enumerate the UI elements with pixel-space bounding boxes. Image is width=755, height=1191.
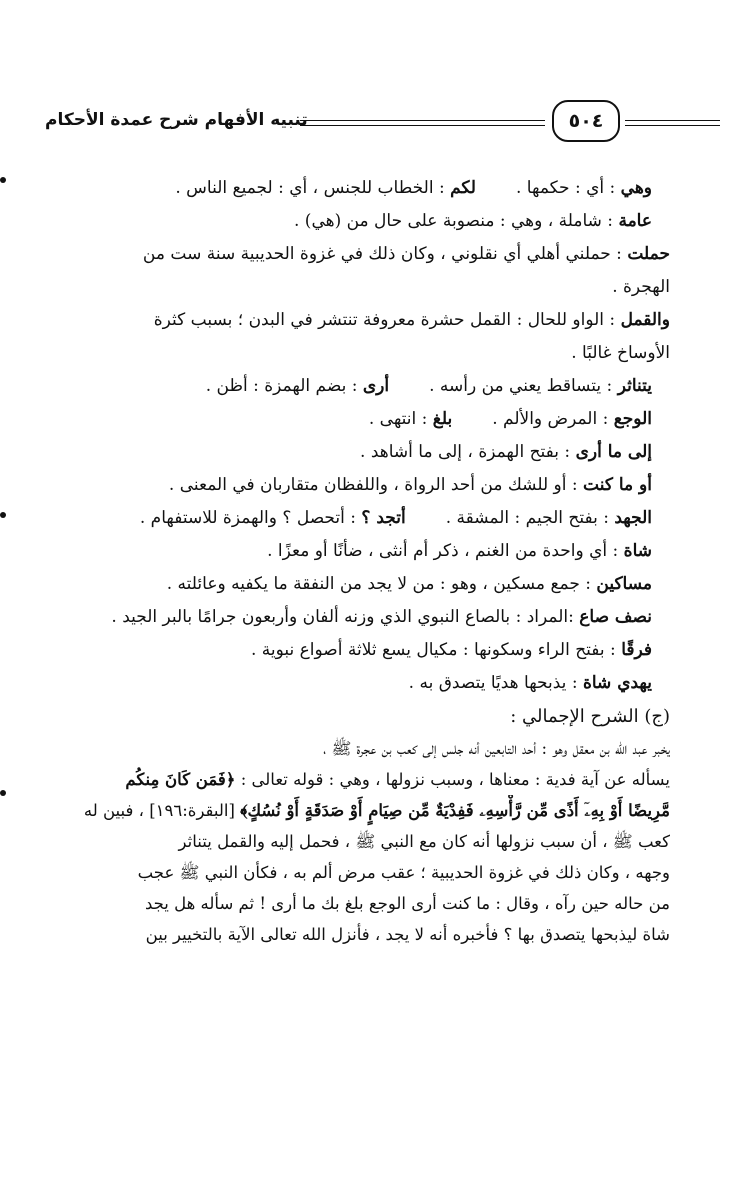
glossary-definition: : أتحصل ؟ والهمزة للاستفهام .	[139, 508, 356, 528]
glossary-line	[45, 271, 670, 304]
glossary-definition: : يتساقط يعني من رأسه .	[429, 376, 613, 396]
glossary-term: شاة	[623, 541, 652, 561]
header-rule-right	[625, 120, 720, 126]
glossary-definition: : جمع مسكين ، وهو : من لا يجد من النفقة ما يكفيه وعائلته .	[166, 574, 591, 594]
page-header	[35, 100, 725, 150]
glossary-definition: :المراد : بالصاع النبوي الذي وزنه ألفان وأربعون جرامًا بالبر الجيد .	[111, 607, 574, 627]
paragraph-line: كعب ﷺ ، أن سبب نزولها أنه كان مع النبي ﷺ ، فحمل إليه والقمل يتناثر	[178, 832, 670, 851]
glossary-line	[45, 205, 670, 238]
page-content	[45, 172, 670, 950]
glossary-term: الوجع	[613, 409, 652, 429]
glossary-definition: الهجرة .	[612, 277, 670, 297]
glossary-definition: : انتهى .	[368, 409, 428, 429]
glossary-line	[45, 403, 670, 436]
glossary-line	[45, 337, 670, 370]
glossary-definition: : بفتح الراء وسكونها : مكيال يسع ثلاثة أصواع نبوية .	[250, 640, 616, 660]
glossary-term: أرى	[362, 376, 390, 396]
glossary-term: يهدي شاة	[582, 673, 652, 693]
glossary-line	[45, 370, 670, 403]
page-number: ٥٠٤	[552, 100, 620, 142]
paragraph-line: من حاله حين رآه ، وقال : ما كنت أرى الوجع بلغ بك ما أرى ! ثم سأله هل يجد	[144, 894, 670, 913]
glossary-term: بلغ	[432, 409, 453, 429]
glossary-definition: : أي : حكمها .	[516, 178, 616, 198]
glossary-definition: : الواو للحال : القمل حشرة معروفة تنتشر في البدن ؛ بسبب كثرة	[153, 310, 616, 330]
glossary-definition: : الخطاب للجنس ، أي : لجميع الناس .	[175, 178, 445, 198]
glossary-term: فرقًا	[621, 640, 652, 660]
paragraph-text: يسأله عن آية فدية : معناها ، وسبب نزولها ، وهي : قوله تعالى :	[240, 770, 670, 789]
paragraph-line	[45, 764, 670, 795]
glossary-list	[45, 172, 670, 700]
glossary-line	[45, 667, 670, 700]
margin-dot-middle	[0, 512, 6, 518]
glossary-line	[45, 568, 670, 601]
glossary-term: أتجد ؟	[361, 508, 406, 528]
glossary-term: والقمل	[620, 310, 670, 330]
glossary-line	[45, 436, 670, 469]
glossary-line	[45, 502, 670, 535]
glossary-definition: : بضم الهمزة : أظن .	[205, 376, 358, 396]
margin-dot-top	[0, 177, 6, 183]
glossary-definition: : شاملة ، وهي : منصوبة على حال من (هي) .	[294, 211, 614, 231]
margin-dot-lower	[0, 790, 6, 796]
glossary-definition: : بفتح الجيم : المشقة .	[445, 508, 609, 528]
glossary-term: يتناثر	[617, 376, 652, 396]
glossary-definition: : حملني أهلي أي نقلوني ، وكان ذلك في غزوة الحديبية سنة ست من	[142, 244, 622, 264]
quran-verse: مَّرِيضًا أَوْ بِهِۦٓ أَذًى مِّن رَّأْسِهِۦ فَفِدْيَةٌ مِّن صِيَامٍ أَوْ صَدَقَةٍ أَوْ نُسُكٍ﴾	[240, 801, 670, 820]
quran-verse: ﴿فَمَن كَانَ مِنكُم	[125, 770, 236, 789]
paragraph-line	[45, 795, 670, 826]
header-rule	[300, 120, 545, 126]
glossary-definition: : المرض والألم .	[492, 409, 609, 429]
glossary-line	[45, 601, 670, 634]
glossary-term: لكم	[450, 178, 476, 198]
paragraph-line: شاة ليذبحها يتصدق بها ؟ فأخبره أنه لا يجد ، فأنزل الله تعالى الآية بالتخيير بين	[145, 925, 670, 944]
glossary-definition: الأوساخ غالبًا .	[571, 343, 670, 363]
glossary-line	[45, 304, 670, 337]
paragraph-line: وجهه ، وكان ذلك في غزوة الحديبية ؛ عقب مرض ألم به ، فكأن النبي ﷺ عجب	[137, 863, 670, 882]
glossary-line	[45, 469, 670, 502]
glossary-term: حملت	[627, 244, 670, 264]
glossary-term: أو ما كنت	[583, 475, 652, 495]
glossary-term: عامة	[618, 211, 652, 231]
verse-reference: [البقرة:١٩٦] ، فبين له	[83, 801, 235, 820]
glossary-term: وهي	[620, 178, 652, 198]
glossary-line	[45, 238, 670, 271]
glossary-definition: : بفتح الهمزة ، إلى ما أشاهد .	[360, 442, 571, 462]
glossary-line	[45, 535, 670, 568]
glossary-term: إلى ما أرى	[575, 442, 652, 462]
section-heading: (ج) الشرح الإجمالي :	[510, 706, 670, 727]
glossary-line	[45, 172, 670, 205]
glossary-definition: : أي واحدة من الغنم ، ذكر أم أنثى ، ضأنًا أو معزًا .	[267, 541, 619, 561]
glossary-term: الجهد	[614, 508, 652, 528]
glossary-term: مساكين	[596, 574, 652, 594]
paragraph-line: يخبر عبد الله بن معقل وهو : أحد التابعين أنه جلس إلى كعب بن عجرة ﷺ ،	[323, 739, 670, 758]
book-title: تنبيه الأفهام شرح عمدة الأحكام	[45, 110, 308, 130]
summary-paragraph	[45, 733, 670, 950]
glossary-term: نصف صاع	[579, 607, 652, 627]
glossary-definition: : أو للشك من أحد الرواة ، واللفظان متقاربان في المعنى .	[168, 475, 578, 495]
glossary-line	[45, 634, 670, 667]
glossary-definition: : يذبحها هديًا يتصدق به .	[408, 673, 578, 693]
